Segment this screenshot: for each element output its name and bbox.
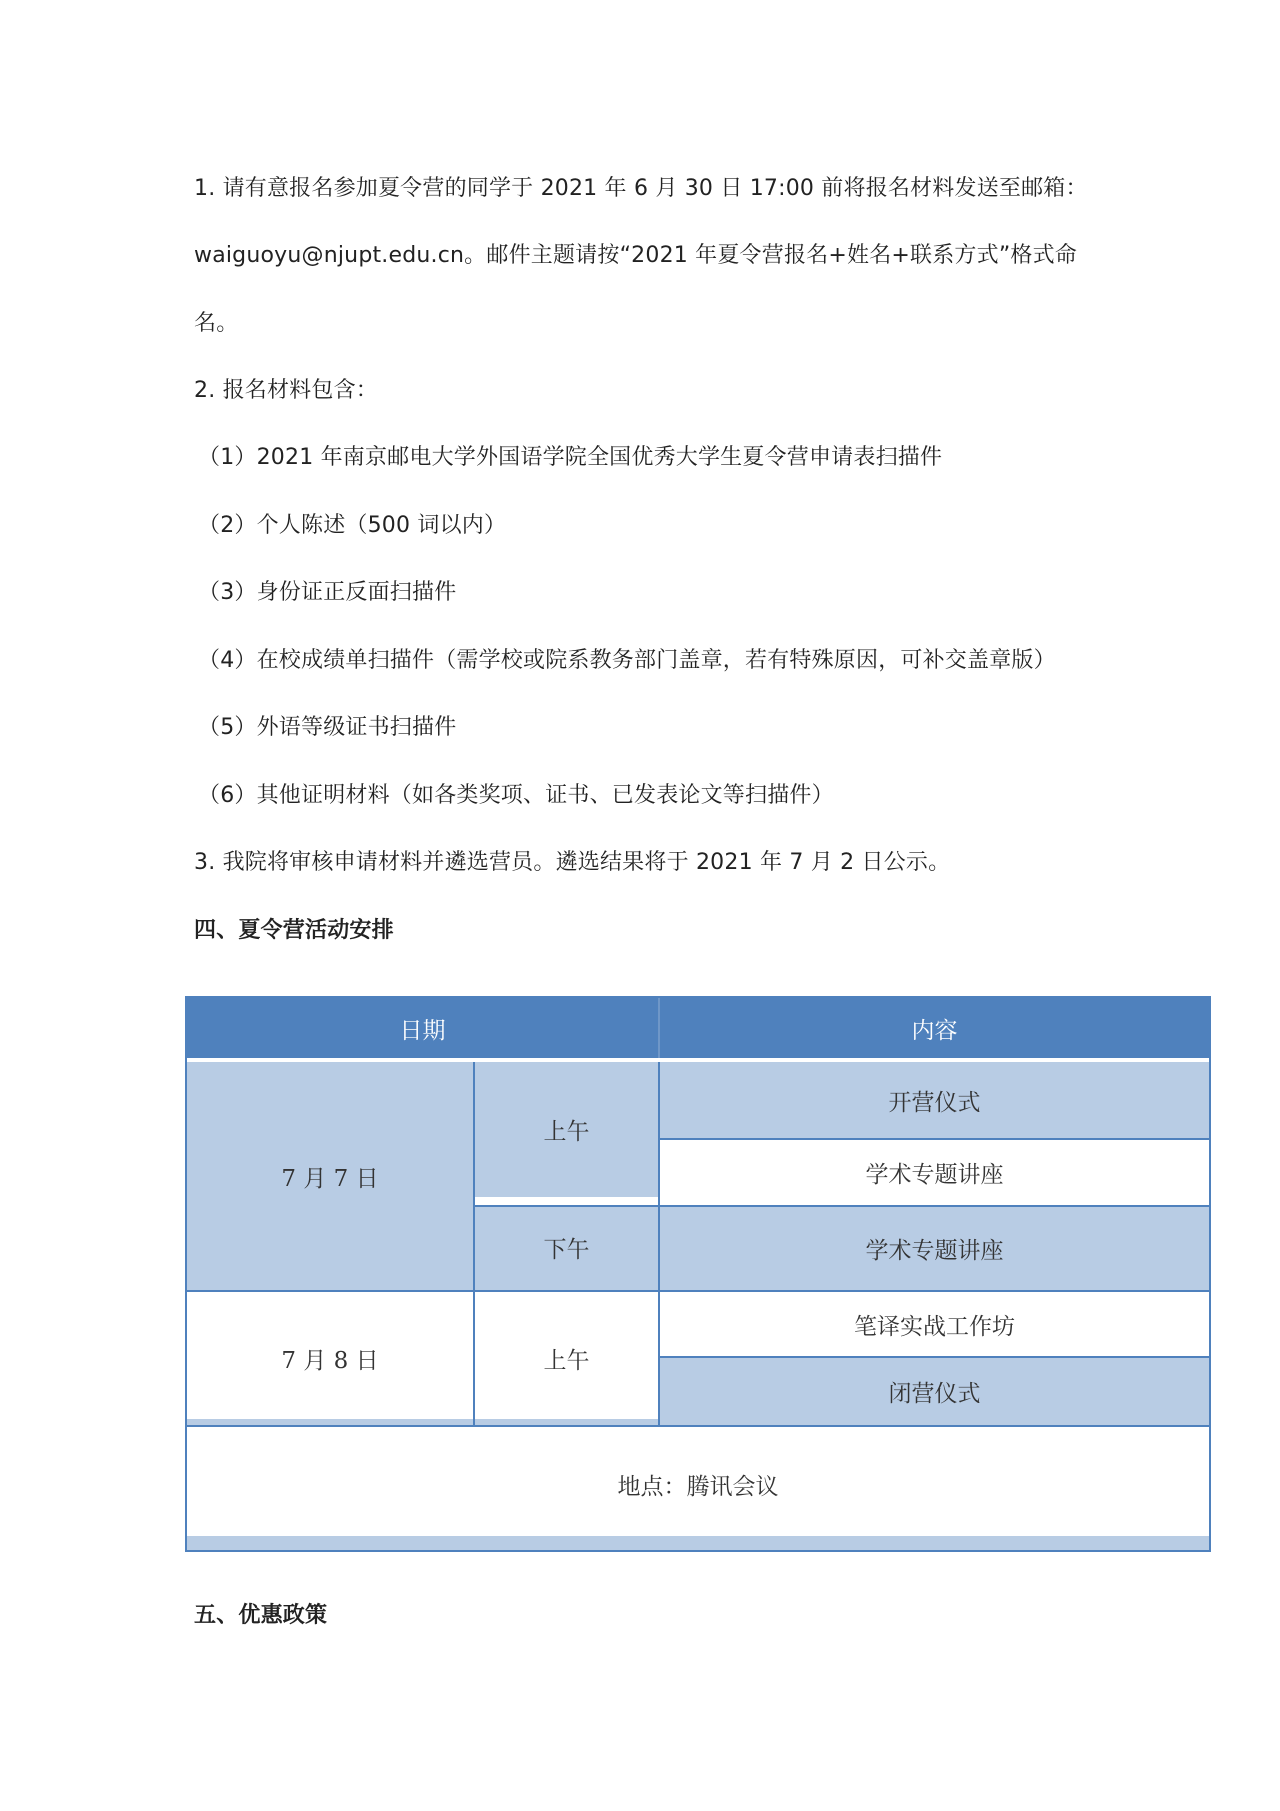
material-item: （6）其他证明材料（如各类奖项、证书、已发表论文等扫描件） [198, 783, 834, 808]
material-item: （1）2021 年南京邮电大学外国语学院全国优秀大学生夏令营申请表扫描件 [198, 445, 943, 470]
material-item: （2）个人陈述（500 词以内） [198, 513, 507, 538]
period-cell-morning-day2: 上午 [475, 1292, 658, 1425]
item3-text: 3. 我院将审核申请材料并遴选营员。遴选结果将于 2021 年 7 月 2 日公示。 [194, 850, 951, 875]
grid-line [475, 1205, 1209, 1207]
item2-text: 2. 报名材料包含： [194, 378, 378, 403]
item1-line1: 1. 请有意报名参加夏令营的同学于 2021 年 6 月 30 日 17:00 前将报名材料发送至邮箱： [194, 176, 1088, 201]
period-cell-morning-day1: 上午 [475, 1062, 658, 1197]
header-date: 日期 [187, 998, 658, 1058]
grid-line [658, 1062, 660, 1425]
content-cell: 闭营仪式 [660, 1358, 1209, 1425]
grid-line [660, 1356, 1209, 1358]
content-cell: 开营仪式 [660, 1062, 1209, 1138]
bottom-shade-strip [187, 1536, 1209, 1550]
content-cell: 学术专题讲座 [660, 1140, 1209, 1205]
row-gap [475, 1197, 658, 1205]
schedule-table [185, 996, 1211, 1552]
item1-line3: 名。 [194, 311, 239, 336]
grid-line [658, 998, 660, 1058]
grid-line [473, 1062, 475, 1425]
header-content: 内容 [660, 998, 1209, 1058]
location-cell: 地点：腾讯会议 [187, 1427, 1209, 1542]
date-cell-day1: 7 月 7 日 [187, 1062, 473, 1290]
material-item: （4）在校成绩单扫描件（需学校或院系教务部门盖章，若有特殊原因，可补交盖章版） [198, 648, 1056, 673]
grid-line [660, 1138, 1209, 1140]
material-item: （3）身份证正反面扫描件 [198, 580, 457, 605]
grid-line [187, 1290, 1209, 1292]
item1-line2: waiguoyu@njupt.edu.cn。邮件主题请按“2021 年夏令营报名+姓名+联系方式”格式命 [194, 243, 1078, 268]
date-cell-day2: 7 月 8 日 [187, 1292, 473, 1425]
content-cell: 学术专题讲座 [660, 1207, 1209, 1290]
period-cell-afternoon-day1: 下午 [475, 1205, 658, 1290]
grid-line [187, 1425, 1209, 1427]
content-cell: 笔译实战工作坊 [660, 1292, 1209, 1356]
section4-heading: 四、夏令营活动安排 [194, 918, 394, 943]
material-item: （5）外语等级证书扫描件 [198, 715, 457, 740]
section5-heading: 五、优惠政策 [194, 1603, 328, 1628]
